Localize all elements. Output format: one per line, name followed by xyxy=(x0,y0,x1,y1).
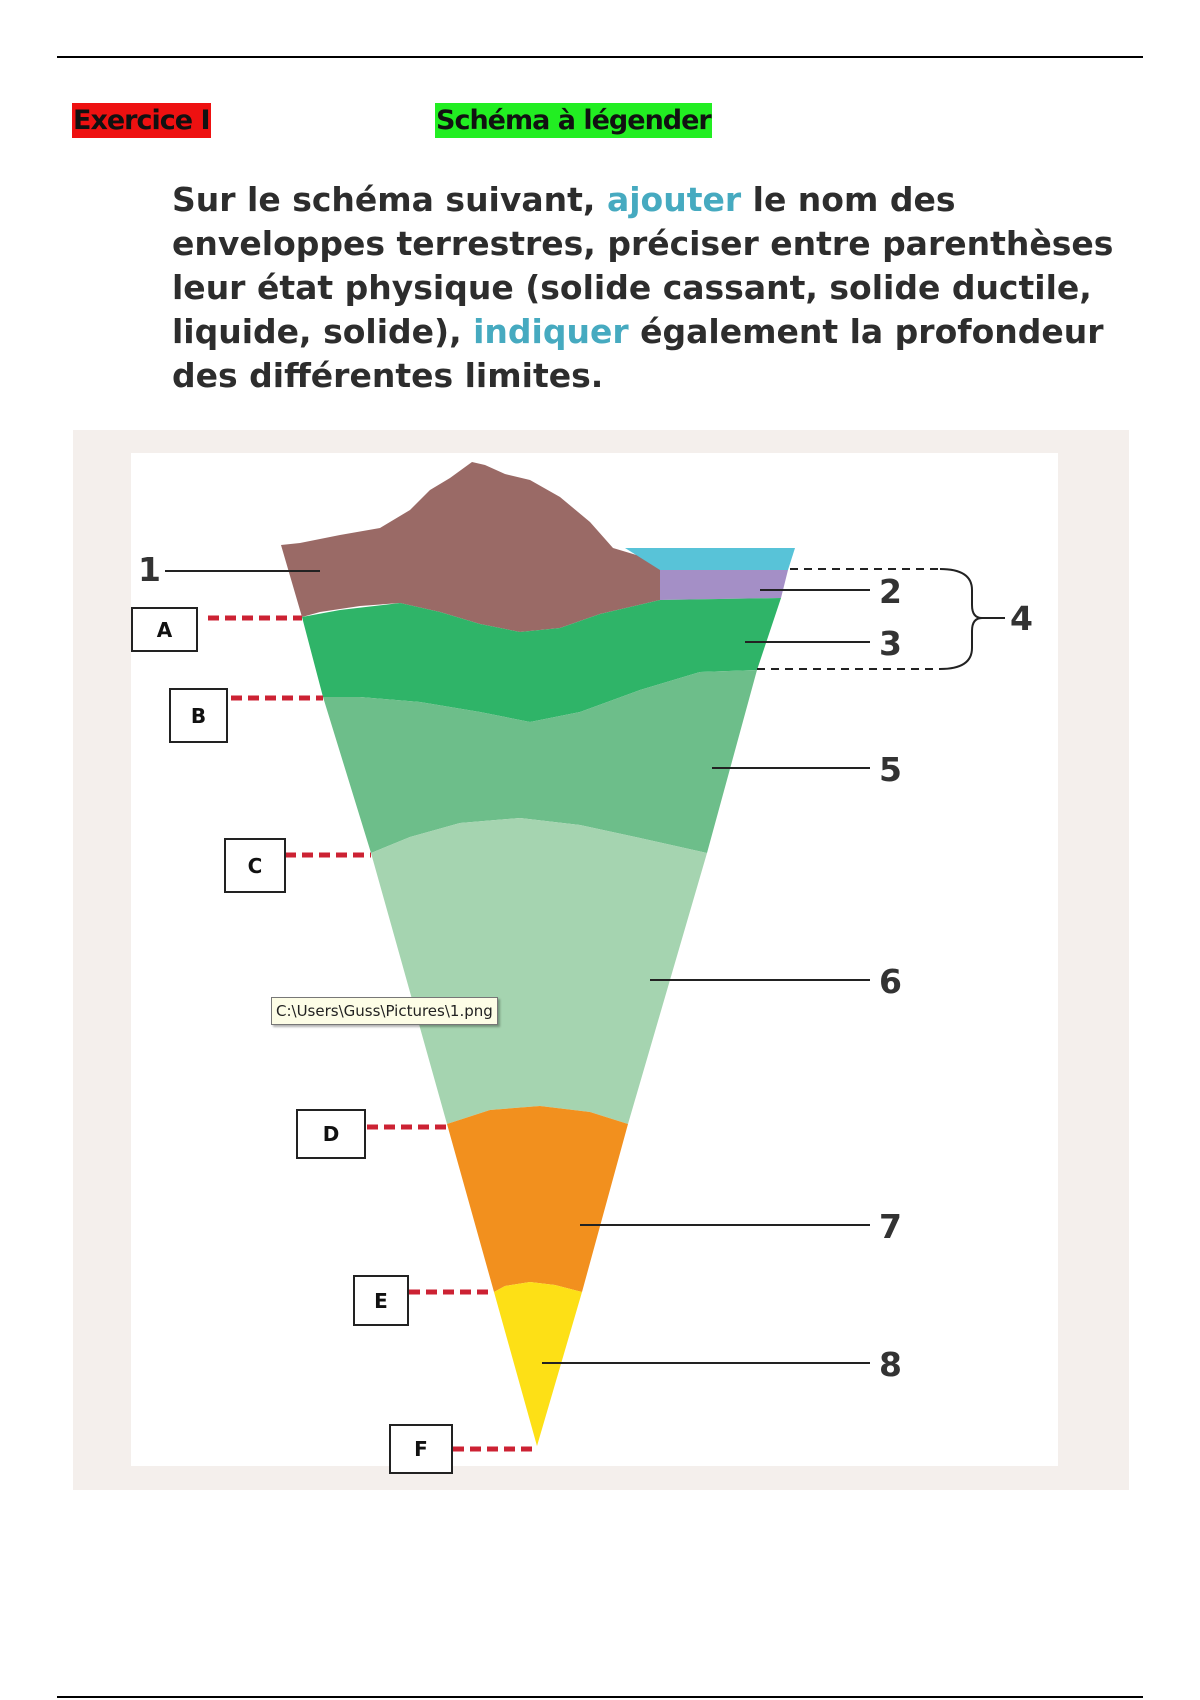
outer-core-layer xyxy=(447,1106,628,1292)
limit-box-d[interactable]: D xyxy=(296,1109,366,1159)
layer-number-2: 2 xyxy=(879,572,902,611)
limit-box-e[interactable]: E xyxy=(353,1275,409,1326)
limit-box-a[interactable]: A xyxy=(131,607,198,652)
instruction-text-part: liquide, solide), xyxy=(172,312,474,351)
bottom-rule xyxy=(57,1696,1143,1698)
limit-box-b[interactable]: B xyxy=(169,688,228,743)
layer-number-4: 4 xyxy=(1010,599,1033,638)
layer-number-6: 6 xyxy=(879,962,902,1001)
task-label: Schéma à légender xyxy=(436,105,711,136)
file-path-tooltip: C:\Users\Guss\Pictures\1.png xyxy=(271,997,498,1025)
instruction-text-part: également la profondeur xyxy=(628,312,1104,351)
continental-crust-layer xyxy=(281,462,660,632)
instruction-keyword-add: ajouter xyxy=(606,180,742,219)
oceanic-crust-layer xyxy=(660,570,788,600)
lower-mantle-layer xyxy=(371,818,707,1124)
instruction-text-part: le nom des xyxy=(741,180,956,219)
exercise-label: Exercice I xyxy=(73,105,210,136)
layer-number-8: 8 xyxy=(879,1345,902,1384)
instruction-line-5: des différentes limites. xyxy=(172,356,604,395)
instruction-line-2: enveloppes terrestres, préciser entre parenthèses xyxy=(172,224,1114,263)
instruction-line-3: leur état physique (solide cassant, solide ductile, xyxy=(172,268,1092,307)
layer-number-5: 5 xyxy=(879,750,902,789)
instruction-keyword-indicate: indiquer xyxy=(473,312,629,351)
layer-number-3: 3 xyxy=(879,624,902,663)
bracket-curve xyxy=(940,569,982,669)
limit-box-f[interactable]: F xyxy=(389,1424,453,1474)
layer-number-1: 1 xyxy=(138,550,161,589)
limit-box-c[interactable]: C xyxy=(224,838,286,893)
layer-number-7: 7 xyxy=(879,1207,902,1246)
instruction-text-part: Sur le schéma suivant, xyxy=(172,180,607,219)
